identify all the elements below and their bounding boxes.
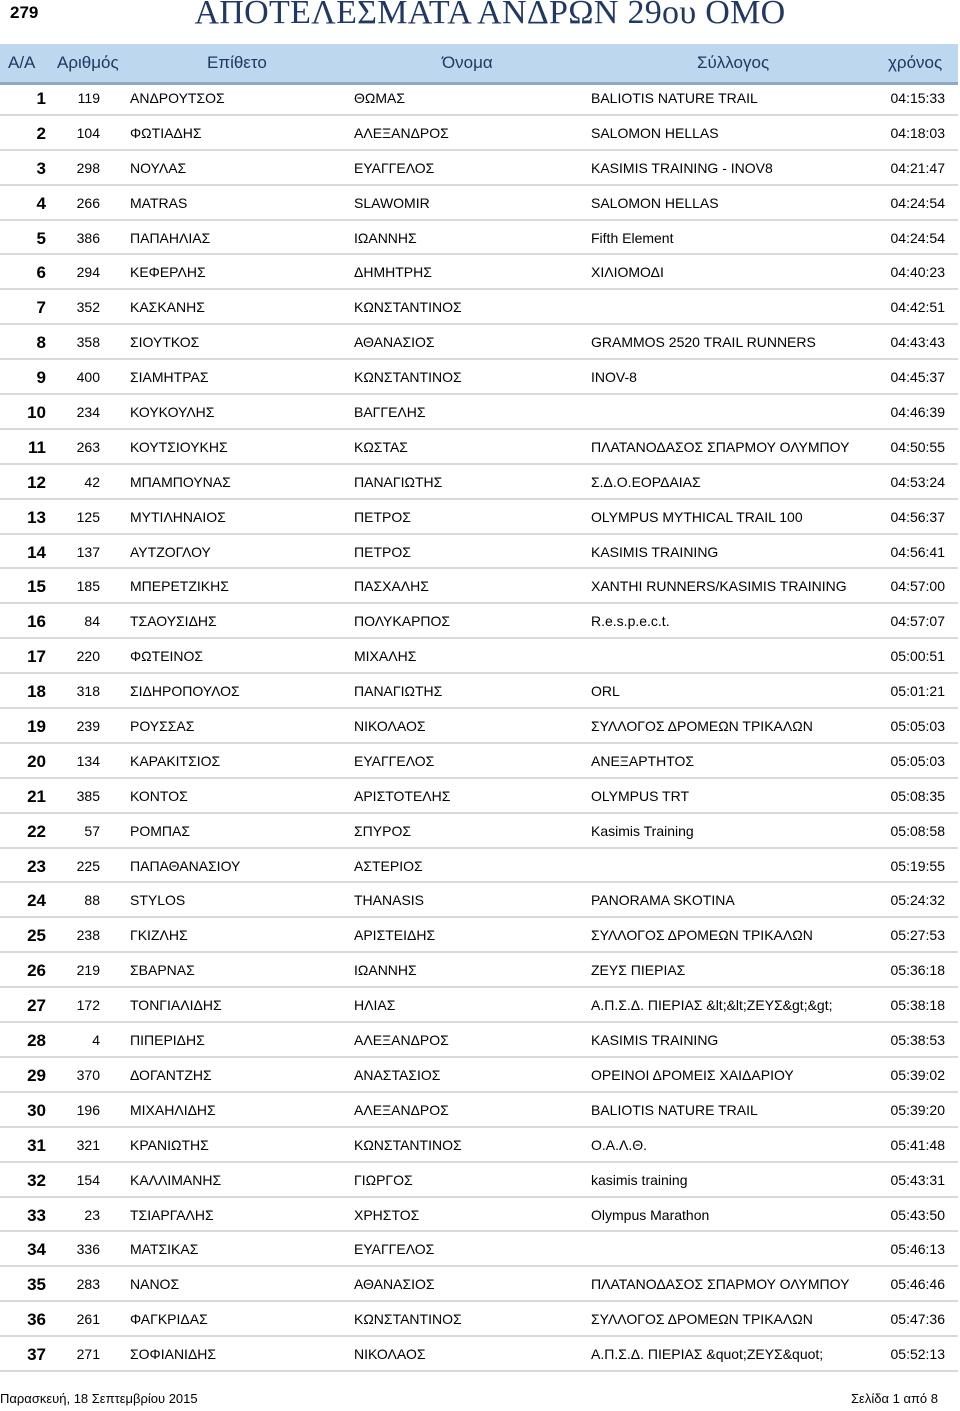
cell-surname: ΦΩΤΕΙΝΟΣ	[130, 648, 204, 665]
cell-bib: 298	[76, 159, 100, 176]
cell-club: ΠΛΑΤΑΝΟΔΑΣΟΣ ΣΠΑΡΜΟΥ ΟΛΥΜΠΟΥ	[591, 1276, 850, 1293]
cell-club: ΣΥΛΛΟΓΟΣ ΔΡΟΜΕΩΝ ΤΡΙΚΑΛΩΝ	[591, 927, 813, 944]
cell-rank: 17	[27, 647, 46, 667]
table-row	[0, 1267, 958, 1302]
table-row	[0, 883, 958, 918]
table-row	[0, 430, 958, 465]
cell-rank: 30	[27, 1100, 46, 1120]
cell-bib: 352	[76, 299, 100, 316]
table-row	[0, 1058, 958, 1093]
cell-bib: 263	[76, 438, 100, 455]
cell-name: ΠΟΛΥΚΑΡΠΟΣ	[354, 613, 451, 630]
cell-surname: ΦΑΓΚΡΙΔΑΣ	[130, 1311, 208, 1328]
cell-club: ORL	[591, 683, 620, 700]
cell-bib: 283	[76, 1276, 100, 1293]
cell-surname: ΚΕΦΕΡΛΗΣ	[130, 264, 206, 281]
cell-bib: 220	[76, 648, 100, 665]
cell-rank: 33	[27, 1205, 46, 1225]
cell-name: ΠΑΝΑΓΙΩΤΗΣ	[354, 683, 443, 700]
cell-surname: ΜΑΤΣΙΚΑΣ	[130, 1241, 199, 1258]
column-header-rank: Α/Α	[8, 53, 36, 72]
cell-name: ΚΩΣΤΑΣ	[354, 438, 408, 455]
cell-club: SALOMON HELLAS	[591, 124, 719, 141]
cell-time: 05:38:53	[890, 1032, 945, 1049]
cell-surname: ΣΙΔΗΡΟΠΟΥΛΟΣ	[130, 683, 240, 700]
cell-bib: 88	[84, 892, 100, 909]
cell-name: ΑΡΙΣΤΕΙΔΗΣ	[354, 927, 436, 944]
cell-surname: ΚΑΡΑΚΙΤΣΙΟΣ	[130, 752, 221, 769]
cell-name: ΕΥΑΓΓΕΛΟΣ	[354, 752, 435, 769]
cell-bib: 370	[76, 1066, 100, 1083]
cell-club: BALIOTIS NATURE TRAIL	[591, 1101, 758, 1118]
cell-time: 05:39:20	[890, 1101, 945, 1118]
cell-club: Olympus Marathon	[591, 1206, 710, 1223]
cell-bib: 321	[76, 1136, 100, 1153]
cell-name: ΑΝΑΣΤΑΣΙΟΣ	[354, 1066, 441, 1083]
cell-surname: STYLOS	[130, 892, 186, 909]
cell-surname: ΑΝΔΡΟΥΤΣΟΣ	[130, 90, 225, 106]
cell-club: Α.Π.Σ.Δ. ΠΙΕΡΙΑΣ &quot;ΖΕΥΣ&quot;	[591, 1346, 824, 1363]
cell-club: OLYMPUS MYTHICAL TRAIL 100	[591, 508, 803, 525]
cell-club: XANTHI RUNNERS/KASIMIS TRAINING	[591, 578, 847, 595]
cell-club: ΖΕΥΣ ΠΙΕΡΙΑΣ	[591, 962, 686, 979]
cell-surname: ΚΑΛΛΙΜΑΝΗΣ	[130, 1171, 222, 1188]
cell-club: Kasimis Training	[591, 822, 694, 839]
table-row	[0, 849, 958, 884]
cell-bib: 225	[76, 857, 100, 874]
cell-bib: 4	[92, 1032, 100, 1049]
cell-time: 04:24:54	[890, 194, 945, 211]
cell-bib: 172	[76, 997, 100, 1014]
cell-surname: ΡΟΜΠΑΣ	[130, 822, 190, 839]
cell-surname: ΔΟΓΑΝΤΖΗΣ	[130, 1066, 212, 1083]
cell-bib: 125	[76, 508, 100, 525]
cell-name: ΚΩΝΣΤΑΝΤΙΝΟΣ	[354, 1136, 462, 1153]
cell-rank: 26	[27, 961, 46, 981]
cell-time: 04:15:33	[890, 90, 945, 106]
cell-time: 05:43:31	[890, 1171, 945, 1188]
cell-time: 05:19:55	[890, 857, 945, 874]
cell-bib: 261	[76, 1311, 100, 1328]
cell-rank: 16	[27, 612, 46, 632]
cell-surname: ΑΥΤΖΟΓΛΟΥ	[130, 543, 211, 560]
cell-time: 05:36:18	[890, 962, 945, 979]
cell-surname: ΠΑΠΑΗΛΙΑΣ	[130, 229, 211, 246]
cell-time: 04:24:54	[890, 229, 945, 246]
cell-time: 04:40:23	[890, 264, 945, 281]
cell-name: ΑΣΤΕΡΙΟΣ	[354, 857, 423, 874]
cell-surname: ΠΙΠΕΡΙΔΗΣ	[130, 1032, 205, 1049]
cell-bib: 239	[76, 718, 100, 735]
table-row	[0, 465, 958, 500]
cell-surname: ΜΠΕΡΕΤΖΙΚΗΣ	[130, 578, 229, 595]
cell-time: 05:43:50	[890, 1206, 945, 1223]
cell-time: 05:27:53	[890, 927, 945, 944]
cell-surname: ΚΟΥΚΟΥΛΗΣ	[130, 404, 215, 421]
cell-bib: 219	[76, 962, 100, 979]
table-row	[0, 116, 958, 151]
cell-club: Σ.Δ.Ο.ΕΟΡΔΑΙΑΣ	[591, 473, 701, 490]
cell-name: ΑΡΙΣΤΟΤΕΛΗΣ	[354, 787, 451, 804]
cell-club: ΣΥΛΛΟΓΟΣ ΔΡΟΜΕΩΝ ΤΡΙΚΑΛΩΝ	[591, 1311, 813, 1328]
cell-club: KASIMIS TRAINING - INOV8	[591, 159, 773, 176]
cell-bib: 400	[76, 369, 100, 386]
cell-rank: 15	[27, 577, 46, 597]
cell-rank: 22	[27, 821, 46, 841]
cell-club: Ο.Α.Λ.Θ.	[591, 1136, 648, 1153]
cell-bib: 385	[76, 787, 100, 804]
footer-page: Σελίδα 1 από 8	[851, 1391, 938, 1406]
table-row	[0, 709, 958, 744]
table-row	[0, 395, 958, 430]
cell-surname: ΣΙΟΥΤΚΟΣ	[130, 334, 200, 351]
cell-club: Α.Π.Σ.Δ. ΠΙΕΡΙΑΣ &lt;&lt;ΖΕΥΣ&gt;&gt;	[591, 997, 833, 1014]
cell-time: 04:43:43	[890, 334, 945, 351]
cell-bib: 386	[76, 229, 100, 246]
table-row	[0, 1198, 958, 1233]
cell-surname: ΝΑΝΟΣ	[130, 1276, 180, 1293]
table-row	[0, 918, 958, 953]
cell-time: 05:00:51	[890, 648, 945, 665]
cell-name: ΠΑΣΧΑΛΗΣ	[354, 578, 429, 595]
cell-club: ΣΥΛΛΟΓΟΣ ΔΡΟΜΕΩΝ ΤΡΙΚΑΛΩΝ	[591, 718, 813, 735]
cell-rank: 18	[27, 682, 46, 702]
cell-name: ΠΕΤΡΟΣ	[354, 543, 411, 560]
cell-name: ΣΠΥΡΟΣ	[354, 822, 411, 839]
cell-rank: 13	[27, 507, 46, 527]
table-row	[0, 988, 958, 1023]
column-header-surname: Επίθετο	[207, 53, 267, 72]
cell-time: 05:52:13	[890, 1346, 945, 1363]
cell-name: ΧΡΗΣΤΟΣ	[354, 1206, 420, 1223]
cell-name: ΒΑΓΓΕΛΗΣ	[354, 404, 426, 421]
cell-club: INOV-8	[591, 369, 637, 386]
cell-bib: 42	[84, 473, 100, 490]
cell-time: 04:57:07	[890, 613, 945, 630]
cell-name: ΑΘΑΝΑΣΙΟΣ	[354, 334, 435, 351]
cell-surname: ΝΟΥΛΑΣ	[130, 159, 187, 176]
cell-surname: ΤΣΑΟΥΣΙΔΗΣ	[130, 613, 217, 630]
cell-name: ΗΛΙΑΣ	[354, 997, 396, 1014]
cell-rank: 25	[27, 926, 46, 946]
cell-rank: 1	[36, 89, 46, 108]
cell-name: ΑΘΑΝΑΣΙΟΣ	[354, 1276, 435, 1293]
cell-name: ΘΩΜΑΣ	[354, 90, 406, 106]
cell-club: kasimis training	[591, 1171, 688, 1188]
cell-name: ΓΙΩΡΓΟΣ	[354, 1171, 413, 1188]
table-row	[0, 1337, 958, 1372]
table-row	[0, 744, 958, 779]
cell-rank: 21	[27, 786, 46, 806]
cell-bib: 134	[76, 752, 100, 769]
cell-time: 04:56:37	[890, 508, 945, 525]
cell-bib: 266	[76, 194, 100, 211]
cell-club: ΠΛΑΤΑΝΟΔΑΣΟΣ ΣΠΑΡΜΟΥ ΟΛΥΜΠΟΥ	[591, 438, 850, 455]
cell-surname: ΜΙΧΑΗΛΙΔΗΣ	[130, 1101, 216, 1118]
cell-rank: 8	[36, 333, 46, 353]
cell-name: ΑΛΕΞΑΝΔΡΟΣ	[354, 1101, 449, 1118]
table-row	[0, 604, 958, 639]
cell-name: ΝΙΚΟΛΑΟΣ	[354, 1346, 426, 1363]
cell-bib: 104	[76, 124, 100, 141]
table-row	[0, 151, 958, 186]
cell-bib: 154	[76, 1171, 100, 1188]
cell-time: 04:53:24	[890, 473, 945, 490]
cell-rank: 4	[36, 193, 46, 213]
cell-surname: ΚΟΝΤΟΣ	[130, 787, 188, 804]
cell-bib: 119	[77, 90, 100, 106]
cell-time: 04:56:41	[890, 543, 945, 560]
table-row	[0, 1128, 958, 1163]
table-row	[0, 360, 958, 395]
cell-surname: ΤΟΝΓΙΑΛΙΔΗΣ	[130, 997, 222, 1014]
cell-rank: 28	[27, 1031, 46, 1051]
cell-time: 05:08:58	[890, 822, 945, 839]
table-row	[0, 325, 958, 360]
table-row	[0, 1232, 958, 1267]
cell-time: 05:01:21	[890, 683, 945, 700]
cell-name: ΕΥΑΓΓΕΛΟΣ	[354, 159, 435, 176]
table-row	[0, 1163, 958, 1198]
table-row	[0, 186, 958, 221]
table-row	[0, 569, 958, 604]
cell-name: THANASIS	[354, 892, 425, 909]
table-row	[0, 1093, 958, 1128]
cell-name: ΔΗΜΗΤΡΗΣ	[354, 264, 432, 281]
cell-name: ΙΩΑΝΝΗΣ	[354, 229, 417, 246]
cell-club: R.e.s.p.e.c.t.	[591, 613, 670, 630]
cell-time: 04:18:03	[890, 124, 945, 141]
cell-time: 05:24:32	[890, 892, 945, 909]
cell-name: ΚΩΝΣΤΑΝΤΙΝΟΣ	[354, 1311, 462, 1328]
cell-club: ΑΝΕΞΑΡΤΗΤΟΣ	[591, 752, 695, 769]
cell-bib: 137	[76, 543, 100, 560]
cell-name: ΝΙΚΟΛΑΟΣ	[354, 718, 426, 735]
cell-surname: ΠΑΠΑΘΑΝΑΣΙΟΥ	[130, 857, 241, 874]
cell-rank: 34	[27, 1240, 46, 1260]
cell-rank: 35	[27, 1275, 46, 1295]
table-row	[0, 290, 958, 325]
table-row	[0, 81, 958, 116]
cell-surname: ΚΑΣΚΑΝΗΣ	[130, 299, 205, 316]
cell-bib: 238	[76, 927, 100, 944]
cell-time: 05:05:03	[890, 752, 945, 769]
table-row	[0, 1023, 958, 1058]
cell-name: ΜΙΧΑΛΗΣ	[354, 648, 417, 665]
cell-club: GRAMMOS 2520 TRAIL RUNNERS	[591, 334, 816, 351]
cell-bib: 23	[84, 1206, 100, 1223]
table-row	[0, 814, 958, 849]
cell-rank: 24	[27, 891, 46, 911]
cell-surname: ΜΠΑΜΠΟΥΝΑΣ	[130, 473, 231, 490]
cell-time: 04:42:51	[890, 299, 945, 316]
results-table	[0, 81, 958, 1372]
cell-rank: 31	[27, 1135, 46, 1155]
cell-time: 05:46:46	[890, 1276, 945, 1293]
cell-club: ΧΙΛΙΟΜΟΔΙ	[591, 264, 664, 281]
cell-rank: 5	[36, 228, 46, 248]
cell-club: ΟΡΕΙΝΟΙ ΔΡΟΜΕΙΣ ΧΑΙΔΑΡΙΟΥ	[591, 1066, 794, 1083]
cell-club: BALIOTIS NATURE TRAIL	[591, 90, 758, 106]
cell-rank: 20	[27, 751, 46, 771]
cell-rank: 14	[27, 542, 46, 562]
cell-surname: ΦΩΤΙΑΔΗΣ	[130, 124, 202, 141]
cell-bib: 185	[76, 578, 100, 595]
column-header-bib: Αριθμός	[57, 53, 119, 72]
cell-time: 05:46:13	[890, 1241, 945, 1258]
footer-date: Παρασκευή, 18 Σεπτεμβρίου 2015	[0, 1391, 198, 1406]
cell-club: KASIMIS TRAINING	[591, 1032, 719, 1049]
cell-club: Fifth Element	[591, 229, 674, 246]
cell-name: ΚΩΝΣΤΑΝΤΙΝΟΣ	[354, 369, 462, 386]
cell-rank: 2	[36, 123, 46, 143]
table-header	[0, 44, 958, 85]
cell-rank: 36	[27, 1310, 46, 1330]
cell-surname: ΜΥΤΙΛΗΝΑΙΟΣ	[130, 508, 226, 525]
cell-bib: 84	[84, 613, 100, 630]
cell-rank: 23	[27, 856, 46, 876]
column-header-time: χρόνος	[888, 53, 943, 72]
cell-rank: 27	[27, 996, 46, 1016]
table-row	[0, 221, 958, 256]
cell-rank: 3	[36, 158, 46, 178]
table-row	[0, 779, 958, 814]
page-title: ΑΠΟΤΕΛΕΣΜΑΤΑ ΑΝΔΡΩΝ 29ου ΟΜΟ	[194, 0, 786, 31]
cell-surname: ΤΣΙΑΡΓΑΛΗΣ	[130, 1206, 214, 1223]
page-number: 279	[10, 3, 39, 22]
cell-time: 04:46:39	[890, 404, 945, 421]
table-row	[0, 535, 958, 570]
column-header-club: Σύλλογος	[697, 53, 770, 72]
table-row	[0, 639, 958, 674]
cell-name: ΕΥΑΓΓΕΛΟΣ	[354, 1241, 435, 1258]
cell-club: SALOMON HELLAS	[591, 194, 719, 211]
cell-time: 05:47:36	[890, 1311, 945, 1328]
cell-rank: 6	[36, 263, 46, 283]
cell-surname: ΣΒΑΡΝΑΣ	[130, 962, 195, 979]
cell-time: 05:41:48	[890, 1136, 945, 1153]
cell-name: ΑΛΕΞΑΝΔΡΟΣ	[354, 124, 449, 141]
table-row	[0, 500, 958, 535]
cell-bib: 294	[76, 264, 100, 281]
table-row	[0, 674, 958, 709]
cell-bib: 57	[84, 822, 100, 839]
cell-surname: ΚΡΑΝΙΩΤΗΣ	[130, 1136, 209, 1153]
cell-time: 04:50:55	[890, 438, 945, 455]
cell-bib: 336	[76, 1241, 100, 1258]
column-header-name: Όνομα	[442, 53, 493, 72]
cell-rank: 37	[27, 1345, 46, 1365]
cell-rank: 10	[27, 403, 46, 423]
cell-time: 04:57:00	[890, 578, 945, 595]
cell-name: ΚΩΝΣΤΑΝΤΙΝΟΣ	[354, 299, 462, 316]
cell-surname: ΚΟΥΤΣΙΟΥΚΗΣ	[130, 438, 228, 455]
cell-rank: 29	[27, 1065, 46, 1085]
cell-time: 05:05:03	[890, 718, 945, 735]
cell-club: OLYMPUS TRT	[591, 787, 690, 804]
cell-rank: 11	[28, 437, 46, 457]
cell-bib: 271	[76, 1346, 100, 1363]
cell-bib: 358	[76, 334, 100, 351]
cell-surname: ΓΚΙΖΛΗΣ	[130, 927, 188, 944]
cell-time: 04:45:37	[890, 369, 945, 386]
cell-name: ΠΑΝΑΓΙΩΤΗΣ	[354, 473, 443, 490]
cell-rank: 32	[27, 1170, 46, 1190]
cell-time: 05:08:35	[890, 787, 945, 804]
cell-rank: 9	[36, 368, 46, 388]
cell-surname: ΡΟΥΣΣΑΣ	[130, 718, 195, 735]
table-row	[0, 953, 958, 988]
cell-bib: 234	[76, 404, 100, 421]
cell-surname: MATRAS	[130, 194, 188, 211]
cell-bib: 318	[76, 683, 100, 700]
cell-name: ΠΕΤΡΟΣ	[354, 508, 411, 525]
table-row	[0, 255, 958, 290]
cell-rank: 19	[27, 717, 46, 737]
cell-name: ΑΛΕΞΑΝΔΡΟΣ	[354, 1032, 449, 1049]
cell-surname: ΣΟΦΙΑΝΙΔΗΣ	[130, 1346, 217, 1363]
cell-rank: 7	[36, 298, 46, 318]
cell-time: 05:38:18	[890, 997, 945, 1014]
cell-bib: 196	[76, 1101, 100, 1118]
cell-club: PANORAMA SKOTINA	[591, 892, 735, 909]
cell-rank: 12	[27, 472, 46, 492]
cell-name: SLAWOMIR	[354, 194, 430, 211]
cell-club: KASIMIS TRAINING	[591, 543, 719, 560]
cell-time: 04:21:47	[890, 159, 945, 176]
table-row	[0, 1302, 958, 1337]
cell-surname: ΣΙΑΜΗΤΡΑΣ	[130, 369, 209, 386]
cell-time: 05:39:02	[890, 1066, 945, 1083]
cell-name: ΙΩΑΝΝΗΣ	[354, 962, 417, 979]
